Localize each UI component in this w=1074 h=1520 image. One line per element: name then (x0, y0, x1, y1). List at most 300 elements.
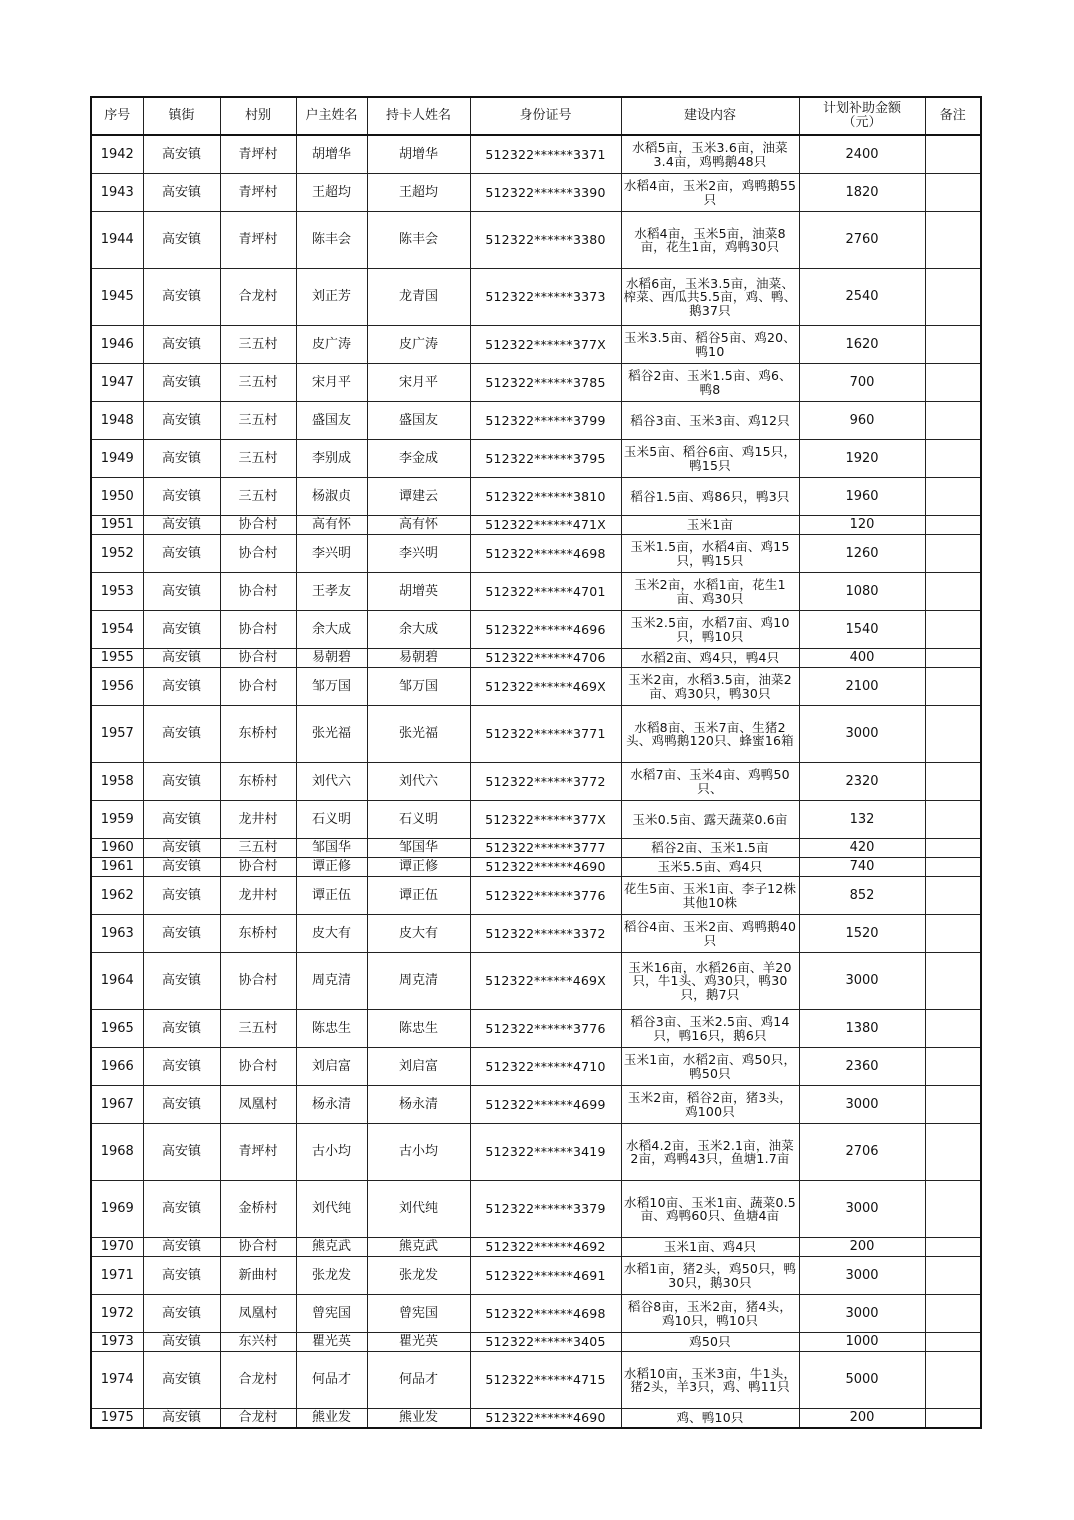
cell-id-number: 512322******3785 (470, 364, 621, 402)
cell-village: 三五村 (220, 402, 296, 440)
cell-construction-content: 水稻1亩，猪2头，鸡50只，鸭30只，鹅30只 (621, 1257, 799, 1295)
cell-subsidy-amount: 1620 (799, 326, 925, 364)
cell-town: 高安镇 (143, 649, 220, 668)
cell-remarks (925, 1333, 981, 1352)
header-remarks: 备注 (925, 97, 981, 135)
cell-construction-content: 玉米16亩，水稻26亩、羊20只，牛1头、鸡30只，鸭30只，鹅7只 (621, 953, 799, 1010)
table-row (91, 1048, 981, 1086)
cell-construction-content: 玉米2.5亩，水稻7亩、鸡10只，鸭10只 (621, 611, 799, 649)
cell-id-number: 512322******3372 (470, 915, 621, 953)
cell-id-number: 512322******4710 (470, 1048, 621, 1086)
cell-village: 协合村 (220, 858, 296, 877)
cell-village: 凤凰村 (220, 1086, 296, 1124)
cell-household-head: 余大成 (296, 611, 367, 649)
cell-id-number: 512322******377X (470, 801, 621, 839)
cell-remarks (925, 915, 981, 953)
table-row (91, 1086, 981, 1124)
cell-seq: 1948 (91, 402, 143, 440)
table-row (91, 516, 981, 535)
cell-cardholder: 熊业发 (367, 1409, 470, 1429)
cell-construction-content: 水稻6亩，玉米3.5亩，油菜、榨菜、西瓜共5.5亩，鸡、鸭、鹅37只 (621, 269, 799, 326)
cell-remarks (925, 212, 981, 269)
cell-id-number: 512322******377X (470, 326, 621, 364)
table-row (91, 801, 981, 839)
cell-remarks (925, 1409, 981, 1429)
cell-cardholder: 皮广涛 (367, 326, 470, 364)
cell-household-head: 何品才 (296, 1352, 367, 1409)
cell-cardholder: 皮大有 (367, 915, 470, 953)
cell-id-number: 512322******4706 (470, 649, 621, 668)
cell-id-number: 512322******3379 (470, 1181, 621, 1238)
header-village: 村别 (220, 97, 296, 135)
cell-village: 三五村 (220, 440, 296, 478)
cell-household-head: 熊克武 (296, 1238, 367, 1257)
cell-household-head: 杨永清 (296, 1086, 367, 1124)
header-construction-content: 建设内容 (621, 97, 799, 135)
cell-cardholder: 张龙发 (367, 1257, 470, 1295)
cell-construction-content: 水稻7亩、玉米4亩、鸡鸭50只、 (621, 763, 799, 801)
cell-village: 东桥村 (220, 915, 296, 953)
table-row (91, 839, 981, 858)
cell-seq: 1945 (91, 269, 143, 326)
cell-cardholder: 宋月平 (367, 364, 470, 402)
cell-subsidy-amount: 3000 (799, 1181, 925, 1238)
cell-construction-content: 玉米1.5亩，水稻4亩、鸡15只，鸭15只 (621, 535, 799, 573)
cell-cardholder: 曾宪国 (367, 1295, 470, 1333)
cell-household-head: 邹国华 (296, 839, 367, 858)
cell-village: 协合村 (220, 535, 296, 573)
cell-seq: 1942 (91, 135, 143, 174)
cell-seq: 1953 (91, 573, 143, 611)
cell-village: 青坪村 (220, 1124, 296, 1181)
cell-seq: 1959 (91, 801, 143, 839)
cell-seq: 1957 (91, 706, 143, 763)
cell-town: 高安镇 (143, 535, 220, 573)
cell-household-head: 刘启富 (296, 1048, 367, 1086)
table-row (91, 1352, 981, 1409)
cell-cardholder: 高有怀 (367, 516, 470, 535)
cell-cardholder: 易朝碧 (367, 649, 470, 668)
cell-construction-content: 玉米1亩、鸡4只 (621, 1238, 799, 1257)
cell-seq: 1970 (91, 1238, 143, 1257)
cell-id-number: 512322******4690 (470, 1409, 621, 1429)
table-row (91, 763, 981, 801)
cell-remarks (925, 877, 981, 915)
cell-subsidy-amount: 3000 (799, 1295, 925, 1333)
cell-town: 高安镇 (143, 478, 220, 516)
cell-cardholder: 盛国友 (367, 402, 470, 440)
table-row (91, 1181, 981, 1238)
cell-subsidy-amount: 1260 (799, 535, 925, 573)
cell-construction-content: 鸡50只 (621, 1333, 799, 1352)
cell-remarks (925, 1086, 981, 1124)
cell-village: 东桥村 (220, 706, 296, 763)
cell-construction-content: 水稻10亩，玉米3亩，牛1头，猪2头，羊3只，鸡、鸭11只 (621, 1352, 799, 1409)
cell-construction-content: 玉米0.5亩、露天蔬菜0.6亩 (621, 801, 799, 839)
cell-cardholder: 李金成 (367, 440, 470, 478)
cell-village: 协合村 (220, 611, 296, 649)
cell-remarks (925, 1295, 981, 1333)
cell-seq: 1969 (91, 1181, 143, 1238)
cell-village: 协合村 (220, 649, 296, 668)
header-town: 镇街 (143, 97, 220, 135)
cell-subsidy-amount: 3000 (799, 1257, 925, 1295)
cell-town: 高安镇 (143, 135, 220, 174)
cell-subsidy-amount: 2540 (799, 269, 925, 326)
cell-seq: 1955 (91, 649, 143, 668)
table-row (91, 877, 981, 915)
cell-construction-content: 稻谷8亩，玉米2亩，猪4头，鸡10只，鸭10只 (621, 1295, 799, 1333)
cell-remarks (925, 326, 981, 364)
cell-village: 东兴村 (220, 1333, 296, 1352)
cell-id-number: 512322******3371 (470, 135, 621, 174)
cell-village: 协合村 (220, 1238, 296, 1257)
cell-household-head: 曾宪国 (296, 1295, 367, 1333)
cell-cardholder: 龙青国 (367, 269, 470, 326)
cell-village: 协合村 (220, 953, 296, 1010)
cell-id-number: 512322******3799 (470, 402, 621, 440)
cell-town: 高安镇 (143, 915, 220, 953)
cell-cardholder: 谭建云 (367, 478, 470, 516)
cell-subsidy-amount: 1520 (799, 915, 925, 953)
cell-construction-content: 稻谷4亩、玉米2亩、鸡鸭鹅40只 (621, 915, 799, 953)
table-row (91, 135, 981, 174)
cell-id-number: 512322******4696 (470, 611, 621, 649)
cell-town: 高安镇 (143, 174, 220, 212)
cell-cardholder: 邹国华 (367, 839, 470, 858)
cell-household-head: 宋月平 (296, 364, 367, 402)
cell-id-number: 512322******3776 (470, 1010, 621, 1048)
cell-subsidy-amount: 3000 (799, 706, 925, 763)
cell-village: 协合村 (220, 573, 296, 611)
cell-remarks (925, 573, 981, 611)
subsidy-table (90, 96, 982, 1429)
cell-village: 新曲村 (220, 1257, 296, 1295)
cell-village: 协合村 (220, 668, 296, 706)
table-row (91, 212, 981, 269)
cell-town: 高安镇 (143, 839, 220, 858)
cell-construction-content: 稻谷1.5亩、鸡86只，鸭3只 (621, 478, 799, 516)
cell-village: 三五村 (220, 478, 296, 516)
cell-subsidy-amount: 3000 (799, 953, 925, 1010)
cell-construction-content: 稻谷3亩、玉米2.5亩、鸡14只，鸭16只，鹅6只 (621, 1010, 799, 1048)
cell-subsidy-amount: 1540 (799, 611, 925, 649)
cell-cardholder: 邹万国 (367, 668, 470, 706)
cell-town: 高安镇 (143, 573, 220, 611)
cell-remarks (925, 440, 981, 478)
cell-subsidy-amount: 2320 (799, 763, 925, 801)
header-id-number: 身份证号 (470, 97, 621, 135)
cell-town: 高安镇 (143, 440, 220, 478)
cell-id-number: 512322******3776 (470, 877, 621, 915)
cell-id-number: 512322******4690 (470, 858, 621, 877)
cell-village: 三五村 (220, 326, 296, 364)
table-row (91, 1295, 981, 1333)
cell-village: 凤凰村 (220, 1295, 296, 1333)
cell-id-number: 512322******3795 (470, 440, 621, 478)
cell-household-head: 高有怀 (296, 516, 367, 535)
cell-cardholder: 张光福 (367, 706, 470, 763)
table-row (91, 174, 981, 212)
cell-cardholder: 古小均 (367, 1124, 470, 1181)
cell-town: 高安镇 (143, 402, 220, 440)
cell-remarks (925, 668, 981, 706)
cell-subsidy-amount: 2706 (799, 1124, 925, 1181)
cell-subsidy-amount: 5000 (799, 1352, 925, 1409)
cell-subsidy-amount: 1960 (799, 478, 925, 516)
cell-village: 青坪村 (220, 174, 296, 212)
table-row (91, 611, 981, 649)
cell-cardholder: 王超均 (367, 174, 470, 212)
cell-remarks (925, 174, 981, 212)
table-row (91, 1124, 981, 1181)
cell-construction-content: 水稻8亩、玉米7亩、生猪2头、鸡鸭鹅120只、蜂蜜16箱 (621, 706, 799, 763)
cell-construction-content: 玉米1亩，水稻2亩、鸡50只，鸭50只 (621, 1048, 799, 1086)
table-row (91, 649, 981, 668)
cell-seq: 1963 (91, 915, 143, 953)
cell-seq: 1944 (91, 212, 143, 269)
cell-seq: 1967 (91, 1086, 143, 1124)
table-row (91, 706, 981, 763)
cell-seq: 1968 (91, 1124, 143, 1181)
cell-subsidy-amount: 132 (799, 801, 925, 839)
table-row (91, 326, 981, 364)
table-row (91, 1409, 981, 1429)
table-row (91, 269, 981, 326)
cell-remarks (925, 535, 981, 573)
cell-village: 合龙村 (220, 1352, 296, 1409)
cell-household-head: 周克清 (296, 953, 367, 1010)
cell-household-head: 陈丰会 (296, 212, 367, 269)
cell-town: 高安镇 (143, 1086, 220, 1124)
cell-household-head: 熊业发 (296, 1409, 367, 1429)
cell-construction-content: 玉米2亩，水稻1亩，花生1亩、鸡30只 (621, 573, 799, 611)
cell-remarks (925, 763, 981, 801)
cell-remarks (925, 1048, 981, 1086)
cell-subsidy-amount: 200 (799, 1409, 925, 1429)
cell-town: 高安镇 (143, 1352, 220, 1409)
cell-id-number: 512322******471X (470, 516, 621, 535)
cell-cardholder: 熊克武 (367, 1238, 470, 1257)
cell-remarks (925, 801, 981, 839)
cell-town: 高安镇 (143, 858, 220, 877)
table-row (91, 1238, 981, 1257)
cell-id-number: 512322******3810 (470, 478, 621, 516)
cell-id-number: 512322******3373 (470, 269, 621, 326)
cell-seq: 1973 (91, 1333, 143, 1352)
cell-town: 高安镇 (143, 1295, 220, 1333)
cell-household-head: 张光福 (296, 706, 367, 763)
cell-remarks (925, 1010, 981, 1048)
cell-subsidy-amount: 2100 (799, 668, 925, 706)
cell-household-head: 李别成 (296, 440, 367, 478)
cell-construction-content: 水稻4亩，玉米2亩，鸡鸭鹅55只 (621, 174, 799, 212)
cell-subsidy-amount: 2360 (799, 1048, 925, 1086)
cell-town: 高安镇 (143, 1048, 220, 1086)
cell-seq: 1972 (91, 1295, 143, 1333)
cell-village: 协合村 (220, 516, 296, 535)
cell-construction-content: 水稻2亩、鸡4只，鸭4只 (621, 649, 799, 668)
cell-remarks (925, 1257, 981, 1295)
cell-construction-content: 稻谷2亩、玉米1.5亩 (621, 839, 799, 858)
cell-subsidy-amount: 2760 (799, 212, 925, 269)
cell-village: 三五村 (220, 364, 296, 402)
cell-household-head: 石义明 (296, 801, 367, 839)
cell-household-head: 古小均 (296, 1124, 367, 1181)
cell-town: 高安镇 (143, 706, 220, 763)
table-row (91, 858, 981, 877)
table-row (91, 440, 981, 478)
cell-subsidy-amount: 960 (799, 402, 925, 440)
table-row (91, 1257, 981, 1295)
cell-id-number: 512322******4698 (470, 535, 621, 573)
cell-subsidy-amount: 120 (799, 516, 925, 535)
cell-id-number: 512322******469X (470, 668, 621, 706)
cell-remarks (925, 269, 981, 326)
cell-seq: 1951 (91, 516, 143, 535)
cell-subsidy-amount: 400 (799, 649, 925, 668)
cell-household-head: 盛国友 (296, 402, 367, 440)
cell-remarks (925, 1181, 981, 1238)
cell-seq: 1962 (91, 877, 143, 915)
cell-village: 三五村 (220, 1010, 296, 1048)
cell-id-number: 512322******4692 (470, 1238, 621, 1257)
cell-cardholder: 刘代纯 (367, 1181, 470, 1238)
cell-seq: 1971 (91, 1257, 143, 1295)
table-row (91, 668, 981, 706)
cell-household-head: 刘代纯 (296, 1181, 367, 1238)
cell-town: 高安镇 (143, 516, 220, 535)
cell-seq: 1952 (91, 535, 143, 573)
header-row (91, 97, 981, 135)
cell-id-number: 512322******3419 (470, 1124, 621, 1181)
cell-remarks (925, 649, 981, 668)
cell-construction-content: 玉米3.5亩、稻谷5亩、鸡20、鸭10 (621, 326, 799, 364)
cell-remarks (925, 478, 981, 516)
cell-town: 高安镇 (143, 1238, 220, 1257)
cell-id-number: 512322******3772 (470, 763, 621, 801)
cell-construction-content: 水稻5亩，玉米3.6亩，油菜3.4亩，鸡鸭鹅48只 (621, 135, 799, 174)
cell-town: 高安镇 (143, 1409, 220, 1429)
cell-seq: 1958 (91, 763, 143, 801)
cell-id-number: 512322******4698 (470, 1295, 621, 1333)
table-row (91, 478, 981, 516)
cell-household-head: 胡增华 (296, 135, 367, 174)
cell-household-head: 刘正芳 (296, 269, 367, 326)
cell-cardholder: 李兴明 (367, 535, 470, 573)
cell-household-head: 杨淑贞 (296, 478, 367, 516)
cell-town: 高安镇 (143, 953, 220, 1010)
cell-town: 高安镇 (143, 212, 220, 269)
cell-household-head: 瞿光英 (296, 1333, 367, 1352)
cell-cardholder: 陈忠生 (367, 1010, 470, 1048)
cell-seq: 1956 (91, 668, 143, 706)
cell-construction-content: 花生5亩、玉米1亩、李子12株其他10株 (621, 877, 799, 915)
table-row (91, 402, 981, 440)
table-row (91, 535, 981, 573)
header-cardholder: 持卡人姓名 (367, 97, 470, 135)
cell-remarks (925, 402, 981, 440)
table-row (91, 953, 981, 1010)
cell-remarks (925, 858, 981, 877)
cell-seq: 1964 (91, 953, 143, 1010)
table-row (91, 1333, 981, 1352)
cell-remarks (925, 516, 981, 535)
cell-remarks (925, 1238, 981, 1257)
cell-village: 金桥村 (220, 1181, 296, 1238)
cell-seq: 1975 (91, 1409, 143, 1429)
cell-subsidy-amount: 2400 (799, 135, 925, 174)
cell-construction-content: 水稻4亩，玉米5亩，油菜8亩，花生1亩，鸡鸭30只 (621, 212, 799, 269)
cell-remarks (925, 1352, 981, 1409)
cell-household-head: 邹万国 (296, 668, 367, 706)
cell-seq: 1961 (91, 858, 143, 877)
cell-id-number: 512322******3390 (470, 174, 621, 212)
table-row (91, 364, 981, 402)
cell-remarks (925, 953, 981, 1010)
cell-village: 青坪村 (220, 135, 296, 174)
cell-village: 合龙村 (220, 1409, 296, 1429)
cell-cardholder: 瞿光英 (367, 1333, 470, 1352)
cell-construction-content: 玉米1亩 (621, 516, 799, 535)
cell-subsidy-amount: 1920 (799, 440, 925, 478)
cell-household-head: 易朝碧 (296, 649, 367, 668)
header-seq: 序号 (91, 97, 143, 135)
table-row (91, 573, 981, 611)
cell-construction-content: 稻谷3亩、玉米3亩、鸡12只 (621, 402, 799, 440)
cell-household-head: 王超均 (296, 174, 367, 212)
cell-cardholder: 胡增英 (367, 573, 470, 611)
cell-seq: 1974 (91, 1352, 143, 1409)
cell-cardholder: 杨永清 (367, 1086, 470, 1124)
cell-village: 青坪村 (220, 212, 296, 269)
cell-id-number: 512322******4699 (470, 1086, 621, 1124)
cell-construction-content: 玉米2亩，水稻3.5亩，油菜2亩、鸡30只，鸭30只 (621, 668, 799, 706)
cell-town: 高安镇 (143, 326, 220, 364)
cell-household-head: 李兴明 (296, 535, 367, 573)
cell-cardholder: 余大成 (367, 611, 470, 649)
cell-subsidy-amount: 420 (799, 839, 925, 858)
cell-seq: 1960 (91, 839, 143, 858)
cell-village: 东桥村 (220, 763, 296, 801)
cell-town: 高安镇 (143, 1257, 220, 1295)
cell-construction-content: 水稻10亩、玉米1亩、蔬菜0.5亩、鸡鸭60只、鱼塘4亩 (621, 1181, 799, 1238)
cell-cardholder: 周克清 (367, 953, 470, 1010)
cell-village: 龙井村 (220, 877, 296, 915)
cell-remarks (925, 706, 981, 763)
cell-seq: 1943 (91, 174, 143, 212)
cell-household-head: 王孝友 (296, 573, 367, 611)
cell-subsidy-amount: 3000 (799, 1086, 925, 1124)
cell-remarks (925, 135, 981, 174)
cell-cardholder: 胡增华 (367, 135, 470, 174)
cell-village: 合龙村 (220, 269, 296, 326)
cell-town: 高安镇 (143, 1010, 220, 1048)
cell-id-number: 512322******3777 (470, 839, 621, 858)
cell-seq: 1950 (91, 478, 143, 516)
cell-cardholder: 谭正伍 (367, 877, 470, 915)
cell-town: 高安镇 (143, 763, 220, 801)
cell-seq: 1946 (91, 326, 143, 364)
cell-household-head: 皮广涛 (296, 326, 367, 364)
header-household-head: 户主姓名 (296, 97, 367, 135)
cell-seq: 1966 (91, 1048, 143, 1086)
cell-construction-content: 玉米5亩、稻谷6亩、鸡15只，鸭15只 (621, 440, 799, 478)
cell-cardholder: 谭正修 (367, 858, 470, 877)
cell-town: 高安镇 (143, 364, 220, 402)
cell-household-head: 皮大有 (296, 915, 367, 953)
cell-seq: 1954 (91, 611, 143, 649)
